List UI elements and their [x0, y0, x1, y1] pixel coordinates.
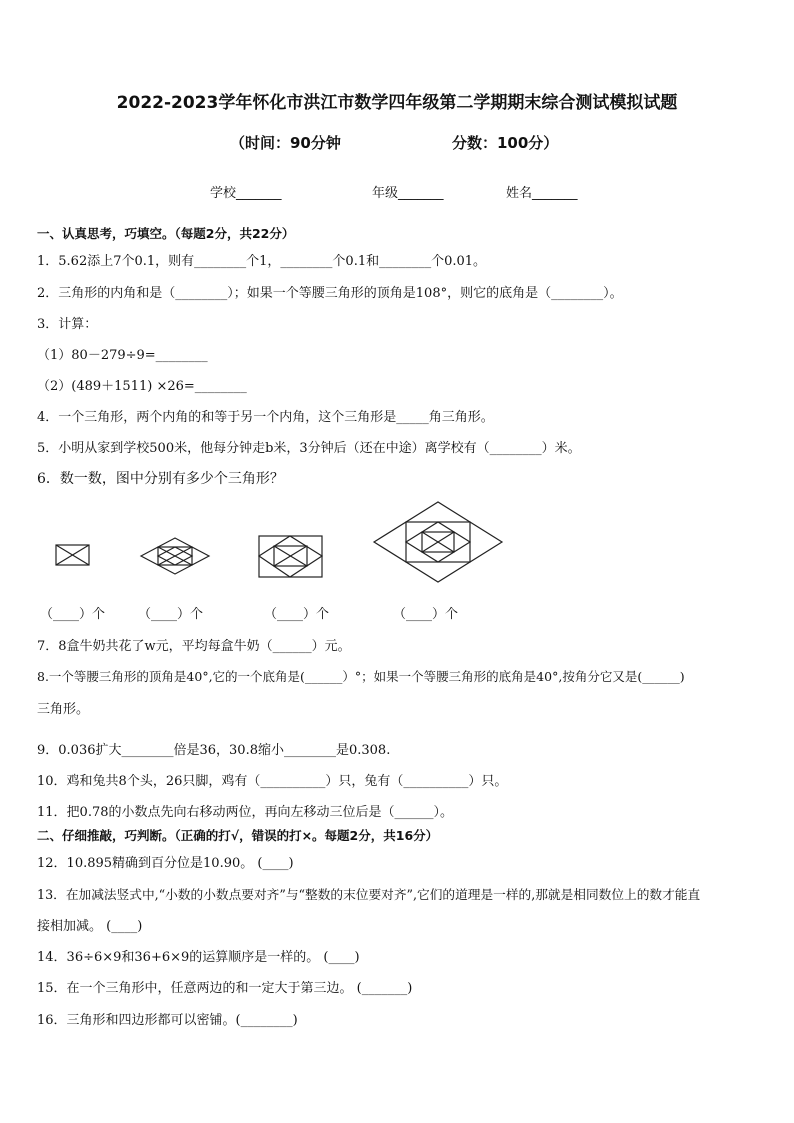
question-4: 4．一个三角形，两个内角的和等于另一个内角，这个三角形是_____角三角形。: [37, 410, 494, 425]
name-field: 姓名_______: [506, 186, 578, 201]
question-9: 9．0.036扩大________倍是36，30.8缩小________是0.308.: [37, 743, 391, 758]
question-5: 5．小明从家到学校500米，他每分钟走b米，3分钟后（还在中途）离学校有（________）米。: [37, 441, 581, 456]
question-8-continued: 三角形。: [37, 702, 90, 717]
section-2-heading: 二、仔细推敲，巧判断。（正确的打√，错误的打×。每题2分，共16分）: [37, 828, 439, 843]
question-3-part-2: （2）(489＋1511) ×26=________: [37, 379, 247, 394]
figure-2-answer: （____）个: [138, 607, 204, 622]
question-12: 12．10.895精确到百分位是10.90。 (____): [37, 856, 294, 871]
question-3: 3．计算：: [37, 317, 98, 332]
question-10: 10．鸡和兔共8个头，26只脚，鸡有（__________）只，兔有（__________）只。: [37, 774, 508, 789]
figure-rectangle-x: [55, 544, 91, 568]
question-13: 13．在加减法竖式中,“小数的小数点要对齐”与“整数的末位要对齐”,它们的道理是一样的,那就是相同数位上的数才能直: [37, 887, 701, 902]
question-15: 15．在一个三角形中，任意两边的和一定大于第三边。 (_______): [37, 981, 413, 996]
page-title: 2022-2023学年怀化市洪江市数学四年级第二学期期末综合测试模拟试题: [116, 93, 678, 113]
figure-1-answer: （____）个: [40, 607, 106, 622]
question-1: 1．5.62添上7个0.1，则有________个1，________个0.1和________个0.01。: [37, 254, 487, 269]
question-11: 11．把0.78的小数点先向右移动两位，再向左移动三位后是（______）。: [37, 805, 453, 820]
section-1-heading: 一、认真思考，巧填空。（每题2分，共22分）: [37, 226, 295, 241]
figure-nested-rhombus: [372, 500, 504, 584]
figure-4-answer: （____）个: [393, 607, 459, 622]
question-14: 14．36÷6×9和36+6×9的运算顺序是一样的。 (____): [37, 950, 360, 965]
question-2: 2．三角形的内角和是（________）；如果一个等腰三角形的顶角是108°，则它的底角是（________）。: [37, 286, 623, 301]
figure-3-answer: （____）个: [264, 607, 330, 622]
school-field: 学校_______: [210, 186, 282, 201]
question-8: 8.一个等腰三角形的顶角是40°,它的一个底角是(______）°；如果一个等腰三角形的底角是40°,按角分它又是(______): [37, 669, 685, 684]
figure-nested-rectangle: [257, 534, 325, 580]
grade-field: 年级_______: [372, 186, 444, 201]
question-13-continued: 接相加减。 (____): [37, 919, 143, 934]
question-3-part-1: （1）80－279÷9=________: [37, 348, 208, 363]
question-7: 7．8盒牛奶共花了w元，平均每盒牛奶（______）元。: [37, 639, 351, 654]
question-16: 16．三角形和四边形都可以密铺。(________): [37, 1013, 298, 1028]
question-6: 6．数一数，图中分别有多少个三角形？: [37, 471, 284, 487]
exam-score: 分数：100分）: [452, 134, 559, 152]
exam-time: （时间：90分钟: [230, 134, 341, 152]
figure-rhombus-rectangle: [139, 536, 211, 576]
